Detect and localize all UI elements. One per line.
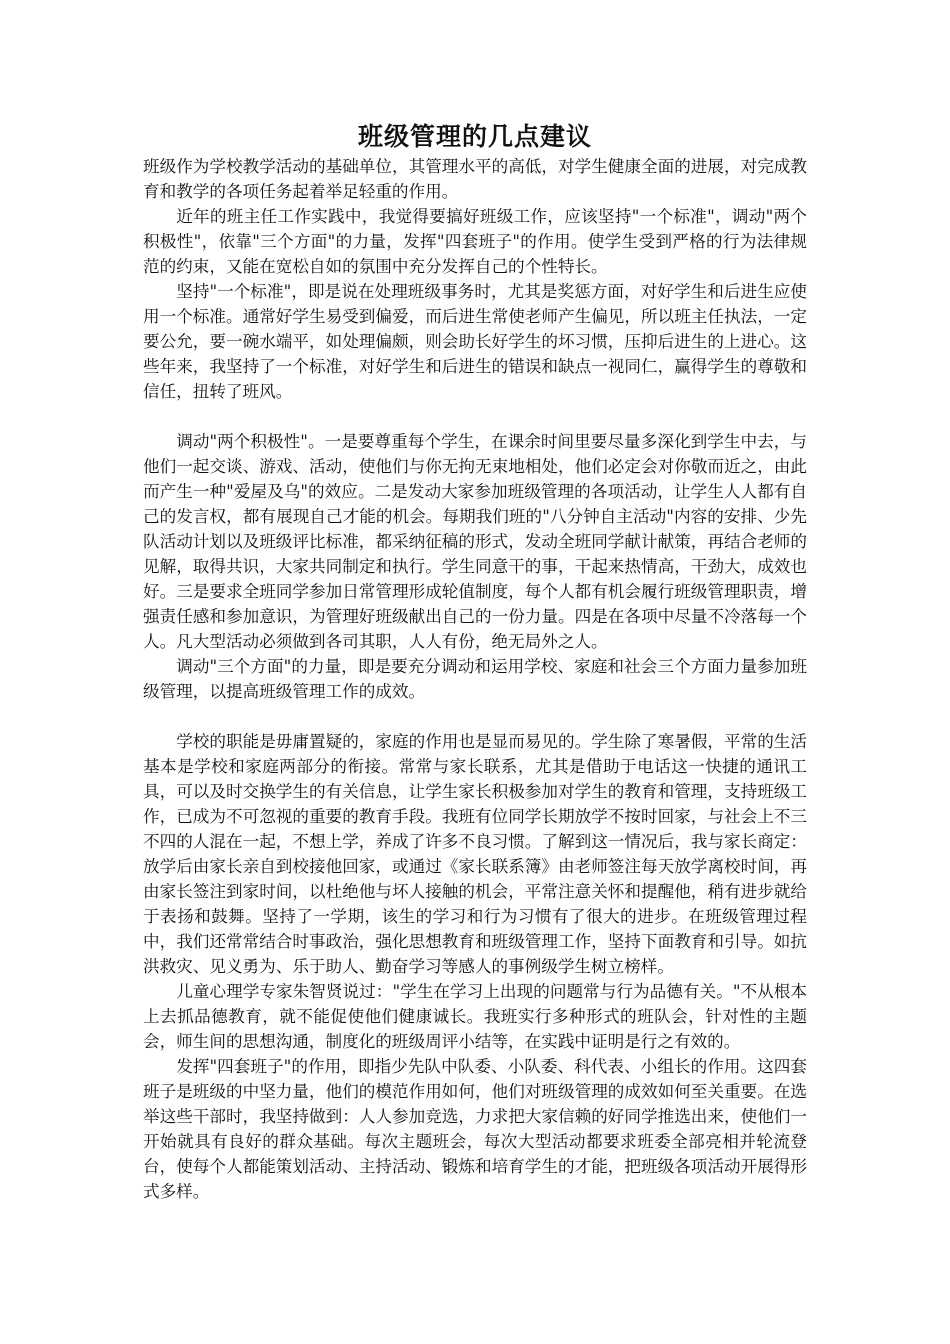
paragraph-two-enthusiasm: 调动"两个积极性"。一是要尊重每个学生，在课余时间里要尽量多深化到学生中去，与他们一起交谈、游戏、活动，使他们与你无拘无束地相处，他们必定会对你敬而近之，由此而产生一种"爱屋及乌"的效应。二是发动大家参加班级管理的各项活动，让学生人人都有自己的发言权，都有展现自己才能的机会。每期我们班的"八分钟自主活动"内容的安排、少先队活动计划以及班级评比标准，都采纳征稿的形式，发动全班同学献计献策，再结合老师的见解，取得共识，大家共同制定和执行。学生同意干的事，干起来热情高，干劲大，成效也好。三是要求全班同学参加日常管理形成轮值制度，每个人都有机会履行班级管理职责，增强责任感和参加意识，为管理好班级献出自己的一份力量。四是在各项中尽量不冷落每一个人。凡大型活动必须做到各司其职，人人有份，绝无局外之人。 xyxy=(143,432,807,651)
paragraph-four-teams: 发挥"四套班子"的作用，即指少先队中队委、小队委、科代表、小组长的作用。这四套班子是班级的中坚力量，他们的模范作用如何，他们对班级管理的成效如何至关重要。在选举这些干部时，我坚持做到：人人参加竞选，力求把大家信赖的好同学推选出来，使他们一开始就具有良好的群众基础。每次主题班会，每次大型活动都要求班委全部亮相并轮流登台，使每个人都能策划活动、主持活动、锻炼和培育学生的才能，把班级各项活动开展得形式多样。 xyxy=(143,1057,807,1201)
paragraph-psychology: 儿童心理学专家朱智贤说过："学生在学习上出现的问题常与行为品德有关。"不从根本上去抓品德教育，就不能促使他们健康诚长。我班实行多种形式的班队会，针对性的主题会，师生间的思想沟通，制度化的班级周评小结等，在实践中证明是行之有效的。 xyxy=(143,982,807,1051)
paragraph-school-family: 学校的职能是毋庸置疑的，家庭的作用也是显而易见的。学生除了寒暑假，平常的生活基本是学校和家庭两部分的衔接。常常与家长联系，尤其是借助于电话这一快捷的通讯工具，可以及时交换学生的有关信息，让学生家长积极参加对学生的教育和管理，支持班级工作，已成为不可忽视的重要的教育手段。我班有位同学长期放学不按时回家，与社会上不三不四的人混在一起，不想上学，养成了许多不良习惯。了解到这一情况后，我与家长商定：放学后由家长亲自到校接他回家，或通过《家长联系簿》由老师签注每天放学离校时间，再由家长签注到家时间，以杜绝他与坏人接触的机会，平常注意关怀和提醒他，稍有进步就给于表扬和鼓舞。坚持了一学期，该生的学习和行为习惯有了很大的进步。在班级管理过程中，我们还常常结合时事政治，强化思想教育和班级管理工作，坚持下面教育和引导。如抗洪救灾、见义勇为、乐于助人、勤奋学习等感人的事例级学生树立榜样。 xyxy=(143,732,807,976)
paragraph-three-aspects: 调动"三个方面"的力量，即是要充分调动和运用学校、家庭和社会三个方面力量参加班级管理，以提高班级管理工作的成效。 xyxy=(143,657,807,701)
paragraph-one-standard: 坚持"一个标准"，即是说在处理班级事务时，尤其是奖惩方面，对好学生和后进生应使用一个标准。通常好学生易受到偏爱，而后进生常使老师产生偏见，所以班主任执法，一定要公允，要一碗水端平，如处理偏颇，则会助长好学生的坏习惯，压抑后进生的上进心。这些年来，我坚持了一个标准，对好学生和后进生的错误和缺点一视同仁，赢得学生的尊敬和信任，扭转了班风。 xyxy=(143,282,807,401)
document-page xyxy=(143,120,807,1204)
paragraph-overview: 近年的班主任工作实践中，我觉得要搞好班级工作，应该坚持"一个标准"，调动"两个积极性"，依靠"三个方面"的力量，发挥"四套班子"的作用。使学生受到严格的行为法律规范的约束，又能在宽松自如的氛围中充分发挥自己的个性特长。 xyxy=(143,207,807,276)
document-title: 班级管理的几点建议 xyxy=(357,122,592,151)
paragraph-intro: 班级作为学校教学活动的基础单位，其管理水平的高低，对学生健康全面的进展，对完成教育和教学的各项任务起着举足轻重的作用。 xyxy=(143,157,807,201)
